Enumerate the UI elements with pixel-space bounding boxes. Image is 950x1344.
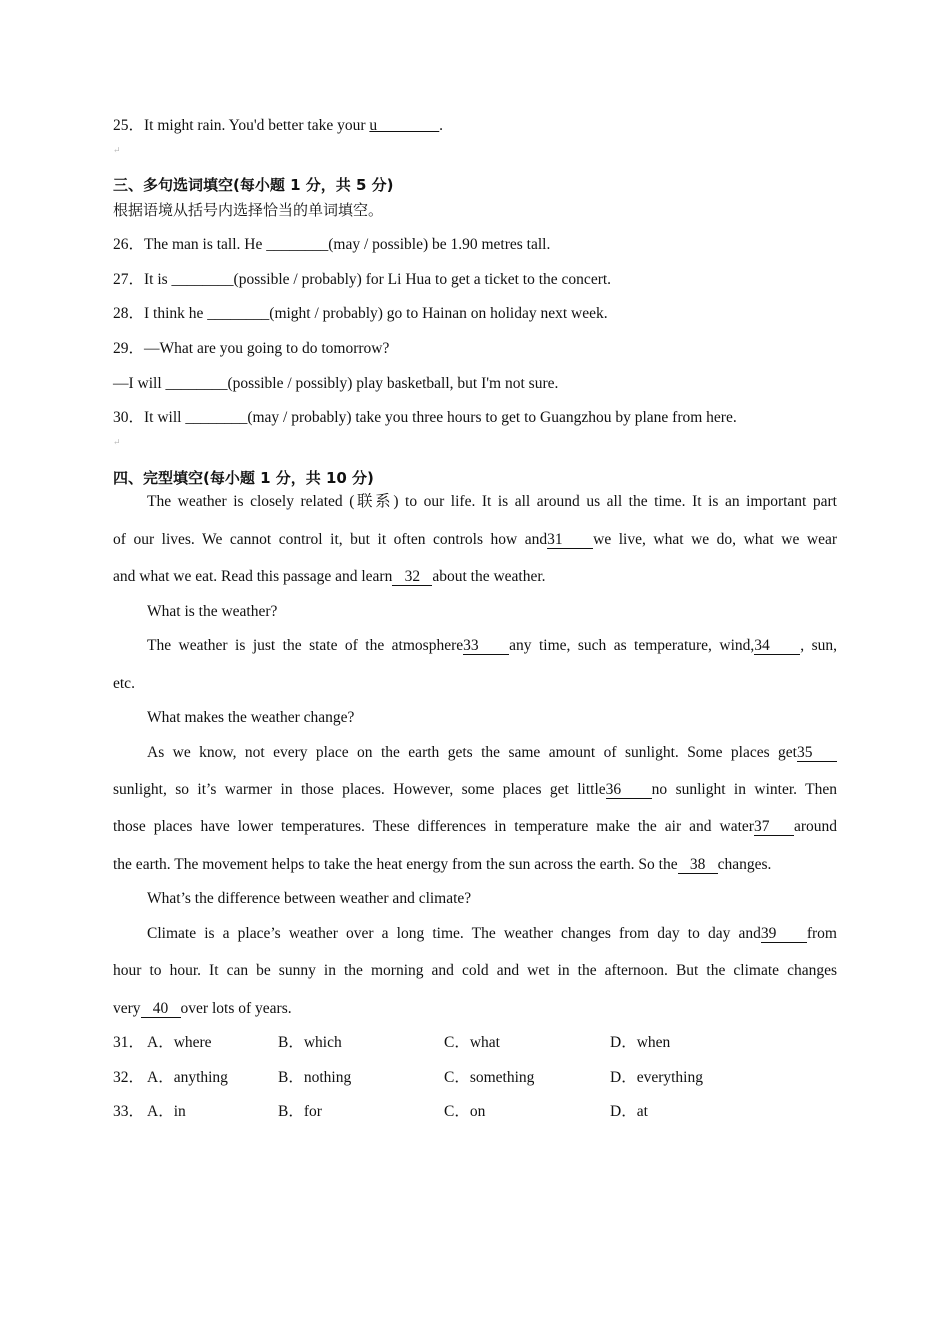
section-3-instruction: 根据语境从括号内选择恰当的单词填空。 bbox=[113, 201, 384, 219]
text: those places have lower temperatures. These differences in temperature make the air and water bbox=[113, 818, 754, 835]
question-28: 28．I think he ________(might / probably) go to Hainan on holiday next week. bbox=[113, 305, 608, 322]
question-text: It might rain. You'd better take your bbox=[144, 117, 370, 134]
option-a: A．anything bbox=[147, 1069, 228, 1086]
option-a: A．in bbox=[147, 1103, 186, 1120]
text: As we know, not every place on the earth gets the same amount of sunlight. Some places get bbox=[147, 744, 797, 761]
text: sunlight, so it’s warmer in those places. However, some places get little bbox=[113, 781, 606, 798]
option-c: C．what bbox=[444, 1034, 500, 1051]
text: , sun, bbox=[800, 637, 837, 654]
section-3-heading: 三、多句选词填空(每小题 1 分，共 5 分) bbox=[113, 176, 394, 194]
blank-34: 34 bbox=[754, 637, 800, 655]
question-end: . bbox=[439, 117, 443, 134]
option-d: D．everything bbox=[610, 1069, 703, 1086]
option-d: D．when bbox=[610, 1034, 671, 1051]
section-4-heading: 四、完型填空(每小题 1 分，共 10 分) bbox=[113, 469, 374, 487]
text: any time, such as temperature, wind, bbox=[509, 637, 755, 654]
option-number: 33． bbox=[113, 1103, 145, 1120]
blank-36: 36 bbox=[606, 781, 652, 799]
blank-35: 35 bbox=[797, 744, 837, 762]
passage-line bbox=[113, 817, 837, 837]
text: changes. bbox=[717, 856, 772, 873]
option-number: 31． bbox=[113, 1034, 145, 1051]
text: over lots of years. bbox=[180, 1000, 292, 1017]
passage-line bbox=[113, 567, 837, 587]
question-30: 30．It will ________(may / probably) take you three hours to get to Guangzhou by plane from here. bbox=[113, 409, 737, 426]
option-c: C．something bbox=[444, 1069, 535, 1086]
blank-32: 32 bbox=[392, 568, 432, 586]
passage-subheading: What’s the difference between weather and climate? bbox=[147, 890, 472, 907]
blank-37: 37 bbox=[754, 818, 794, 836]
text: of our lives. We cannot control it, but it often controls how and bbox=[113, 531, 548, 548]
text: from bbox=[806, 925, 837, 942]
passage-line: The weather is closely related (联系) to our life. It is all around us all the time. It is an important part bbox=[147, 493, 837, 510]
passage-line bbox=[113, 999, 837, 1019]
passage-line: etc. bbox=[113, 675, 135, 692]
passage-line bbox=[147, 924, 837, 944]
answer-blank: u________ bbox=[369, 117, 440, 134]
blank-31: 31 bbox=[547, 531, 593, 549]
question-29-reply: —I will ________(possible / possibly) play basketball, but I'm not sure. bbox=[113, 375, 559, 392]
text: very bbox=[113, 1000, 141, 1017]
blank-33: 33 bbox=[463, 637, 509, 655]
passage-subheading: What is the weather? bbox=[147, 603, 278, 620]
option-c: C．on bbox=[444, 1103, 486, 1120]
text: the earth. The movement helps to take the heat energy from the sun across the earth. So the bbox=[113, 856, 678, 873]
blank-38: 38 bbox=[678, 856, 718, 874]
text: no sunlight in winter. Then bbox=[651, 781, 837, 798]
question-26: 26．The man is tall. He ________(may / possible) be 1.90 metres tall. bbox=[113, 236, 551, 253]
blank-40: 40 bbox=[141, 1000, 181, 1018]
passage-line bbox=[147, 743, 837, 763]
passage-line bbox=[113, 780, 837, 800]
text: Climate is a place’s weather over a long time. The weather changes from day to day and bbox=[147, 925, 761, 942]
paragraph-mark: ↵ bbox=[113, 145, 121, 155]
text: The weather is just the state of the atmosphere bbox=[147, 637, 464, 654]
passage-line: hour to hour. It can be sunny in the morning and cold and wet in the afternoon. But the climate changes bbox=[113, 962, 837, 979]
option-b: B．which bbox=[278, 1034, 342, 1051]
text: around bbox=[793, 818, 837, 835]
option-b: B．nothing bbox=[278, 1069, 352, 1086]
option-b: B．for bbox=[278, 1103, 322, 1120]
text: and what we eat. Read this passage and learn bbox=[113, 568, 393, 585]
question-25 bbox=[113, 116, 837, 136]
question-number: 25． bbox=[113, 117, 145, 134]
text: we live, what we do, what we wear bbox=[593, 531, 837, 548]
option-d: D．at bbox=[610, 1103, 648, 1120]
passage-line bbox=[113, 855, 837, 875]
question-29-prompt: 29．—What are you going to do tomorrow? bbox=[113, 340, 390, 357]
passage-line bbox=[113, 530, 837, 550]
option-number: 32． bbox=[113, 1069, 145, 1086]
passage-subheading: What makes the weather change? bbox=[147, 709, 355, 726]
option-a: A．where bbox=[147, 1034, 212, 1051]
question-27: 27．It is ________(possible / probably) for Li Hua to get a ticket to the concert. bbox=[113, 271, 612, 288]
text: about the weather. bbox=[432, 568, 546, 585]
paragraph-mark: ↵ bbox=[113, 437, 121, 447]
passage-line bbox=[147, 636, 837, 656]
blank-39: 39 bbox=[761, 925, 807, 943]
